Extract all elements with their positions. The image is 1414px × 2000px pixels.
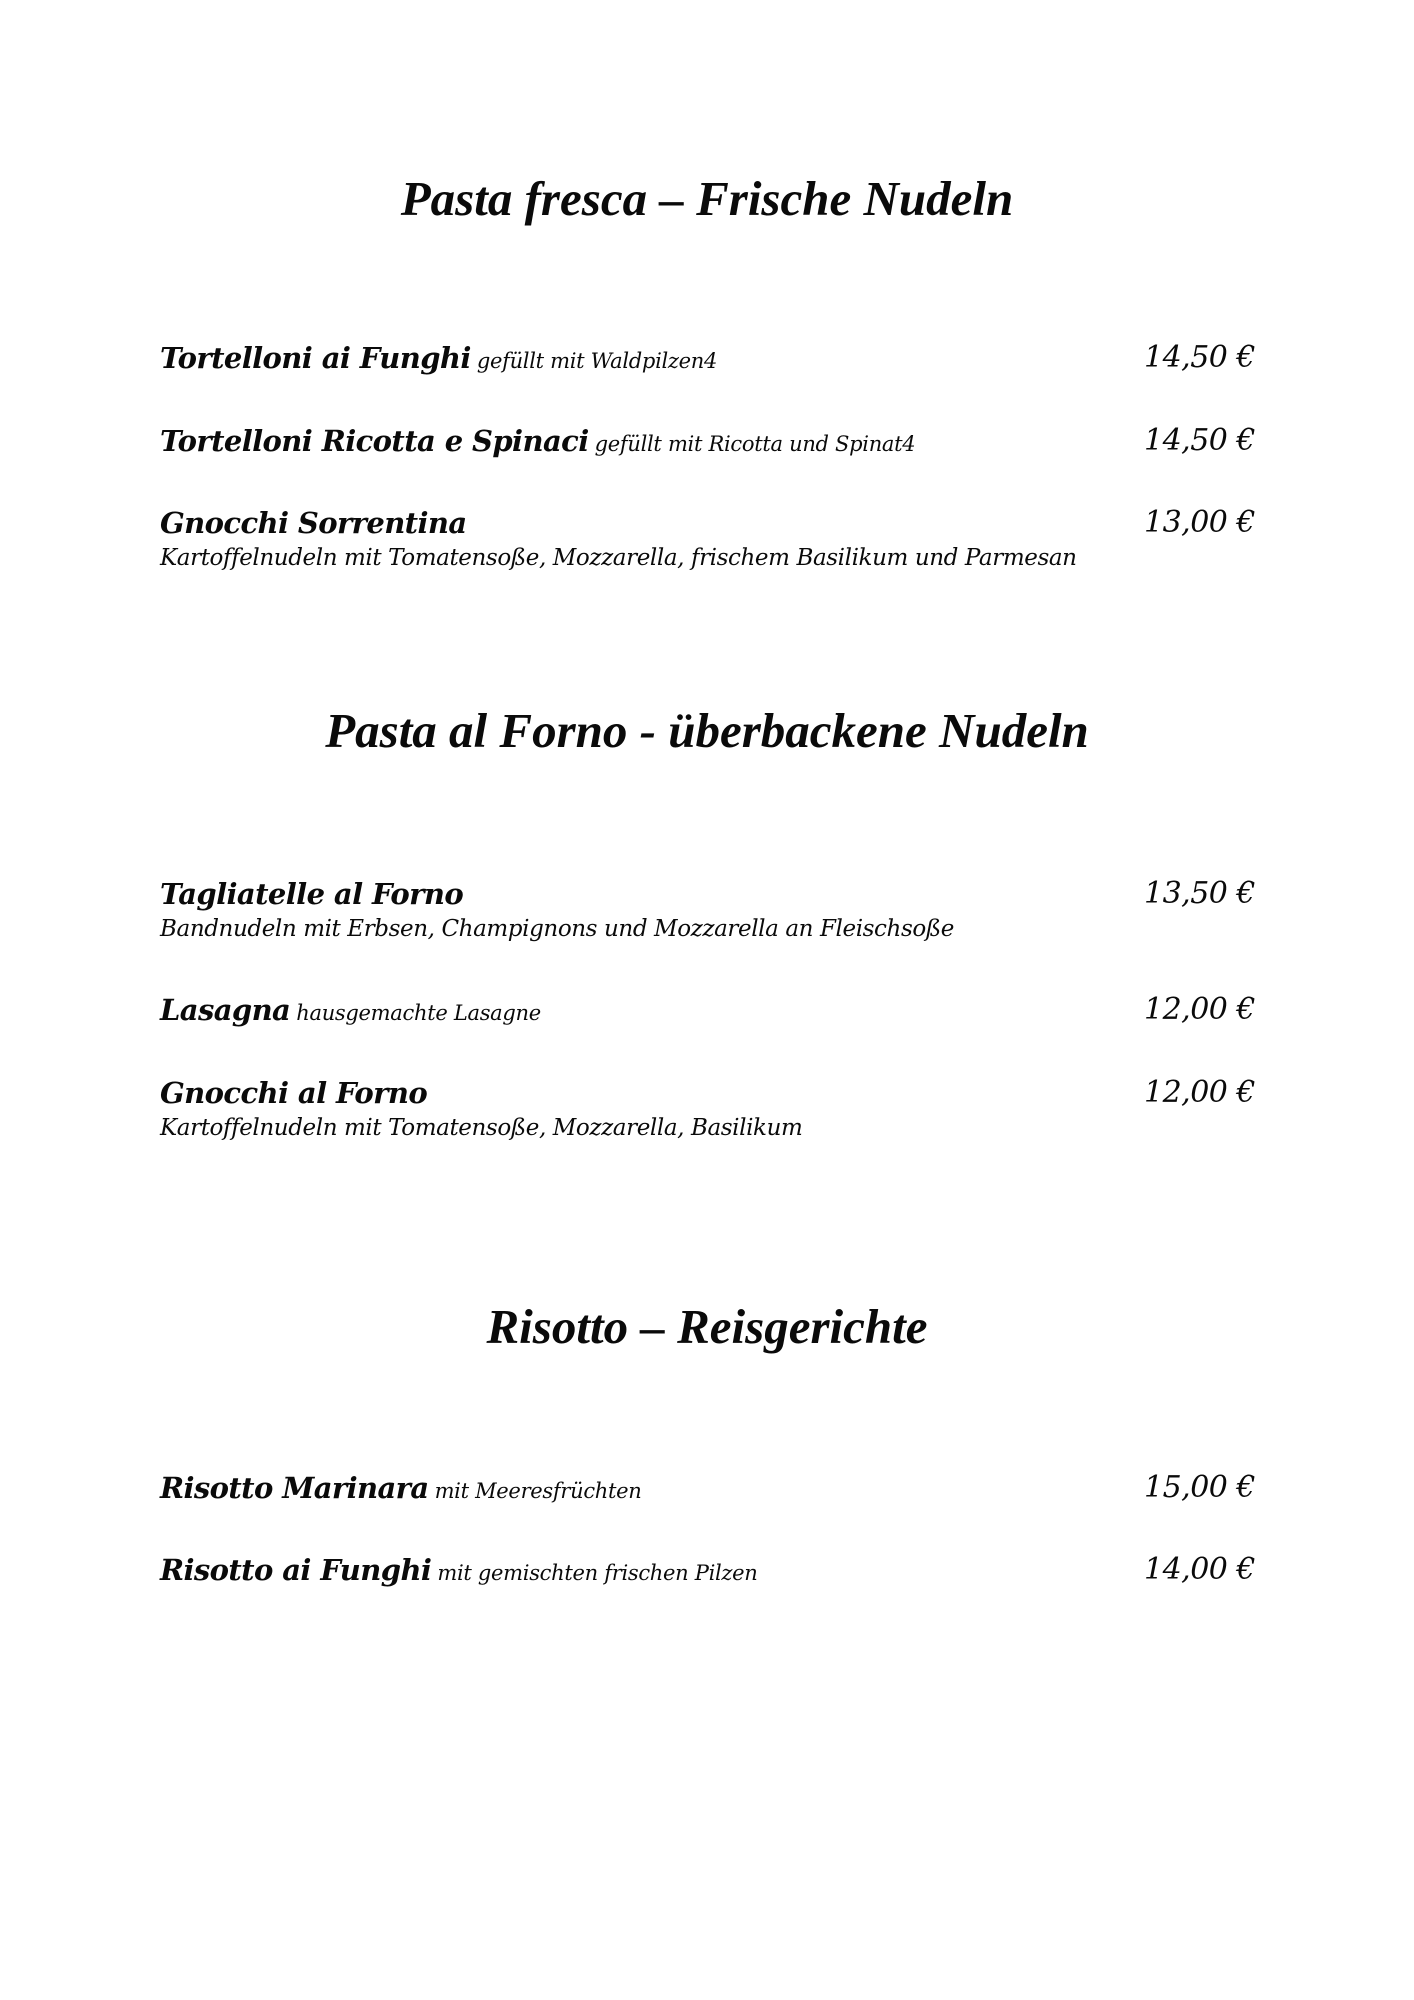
item-note: mit gemischten frischen Pilzen — [437, 1561, 758, 1585]
item-name: Risotto Marinara — [160, 1471, 429, 1505]
item-name: Tagliatelle al Forno — [160, 877, 464, 911]
item-price: 15,00 € — [1143, 1470, 1255, 1505]
item-name: Gnocchi al Forno — [160, 1076, 428, 1110]
item-price: 14,50 € — [1143, 340, 1255, 375]
item-name: Gnocchi Sorrentina — [160, 506, 467, 540]
item-name: Tortelloni ai Funghi — [160, 341, 471, 375]
item-note: gefüllt mit Ricotta und Spinat4 — [594, 432, 916, 456]
item-price: 12,00 € — [1143, 992, 1255, 1027]
menu-item-risotto-marinara — [160, 1468, 1255, 1508]
item-price: 12,00 € — [1143, 1075, 1255, 1110]
item-note: gefüllt mit Waldpilzen4 — [476, 349, 718, 373]
menu-item-tortelloni-ricotta — [160, 421, 1255, 461]
item-note: hausgemachte Lasagne — [296, 1001, 541, 1025]
menu-item-gnocchi-sorrentina — [160, 503, 1255, 573]
item-name: Lasagna — [160, 993, 291, 1027]
section-title-pasta-fresca: Pasta fresca – Frische Nudeln — [400, 171, 1014, 226]
item-note: mit Meeresfrüchten — [434, 1479, 642, 1503]
item-description: Kartoffelnudeln mit Tomatensoße, Mozzarella, frischem Basilikum und Parmesan — [160, 545, 1077, 571]
menu-item-tagliatelle-forno — [160, 874, 1255, 944]
item-price: 14,50 € — [1143, 423, 1255, 458]
menu-item-tortelloni-funghi — [160, 338, 1255, 378]
menu-item-gnocchi-forno — [160, 1073, 1255, 1143]
item-description: Bandnudeln mit Erbsen, Champignons und Mozzarella an Fleischsoße — [160, 916, 954, 942]
section-title-risotto: Risotto – Reisgerichte — [486, 1299, 928, 1354]
item-price: 14,00 € — [1143, 1552, 1255, 1587]
item-price: 13,00 € — [1143, 505, 1255, 540]
item-description: Kartoffelnudeln mit Tomatensoße, Mozzarella, Basilikum — [160, 1115, 803, 1141]
menu-item-risotto-funghi — [160, 1550, 1255, 1590]
menu-item-lasagna — [160, 990, 1255, 1030]
section-title-pasta-al-forno: Pasta al Forno - überbackene Nudeln — [325, 703, 1089, 758]
item-name: Tortelloni Ricotta e Spinaci — [160, 424, 589, 458]
item-price: 13,50 € — [1143, 876, 1255, 911]
item-name: Risotto ai Funghi — [160, 1553, 432, 1587]
